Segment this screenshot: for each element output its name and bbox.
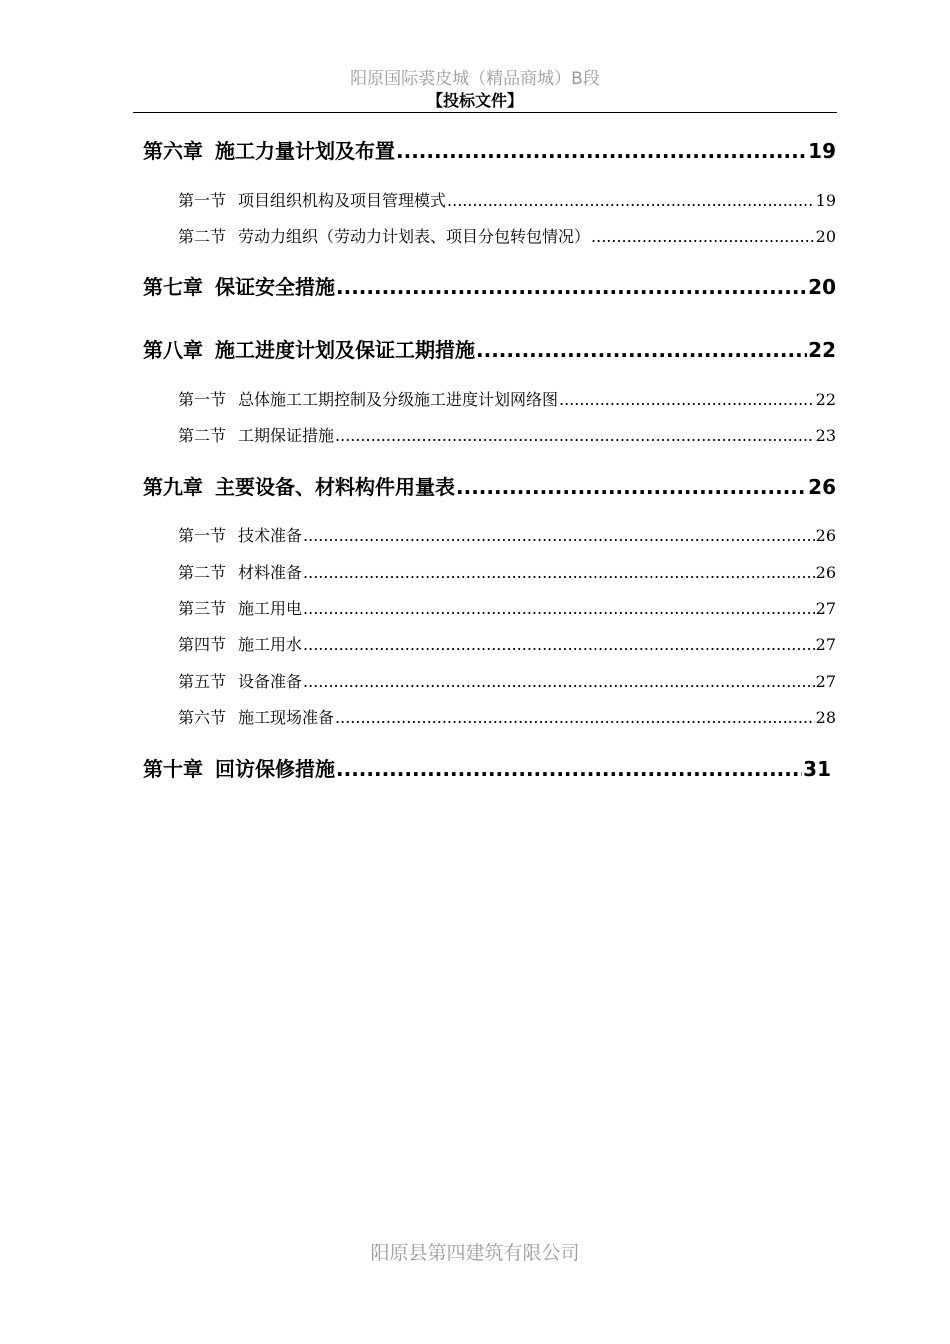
toc-entry-number: 第一节 [178, 191, 227, 210]
toc-entry-page: 26 [808, 475, 836, 499]
toc-entry-chapter-9[interactable] [143, 474, 836, 500]
toc-entry-title: 施工用水 [238, 635, 303, 654]
toc-entry-number: 第十章 [143, 757, 203, 781]
toc-entry-title: 设备准备 [238, 672, 303, 691]
toc-entry-chapter-6[interactable] [143, 138, 836, 164]
toc-entry-section[interactable] [178, 425, 836, 447]
toc-entry-number: 第五节 [178, 672, 227, 691]
toc-entry-page: 20 [808, 275, 836, 299]
toc-dot-leader [447, 190, 815, 212]
toc-dot-leader [303, 634, 815, 656]
toc-entry-chapter-7[interactable] [143, 274, 836, 300]
toc-entry-title: 技术准备 [238, 526, 303, 545]
toc-entry-page: 20 [815, 227, 836, 246]
toc-entry-title: 施工用电 [238, 599, 303, 618]
toc-entry-number: 第六章 [143, 139, 203, 163]
toc-entry-number: 第七章 [143, 275, 203, 299]
toc-dot-leader [456, 474, 807, 500]
toc-entry-number: 第二节 [178, 563, 227, 582]
toc-entry-chapter-8[interactable] [143, 337, 836, 363]
toc-dot-leader [591, 226, 815, 248]
footer-company: 阳原县第四建筑有限公司 [370, 1242, 580, 1264]
toc-entry-page: 22 [815, 390, 836, 409]
toc-entry-number: 第一节 [178, 390, 227, 409]
toc-entry-page: 27 [815, 672, 836, 691]
toc-entry-title: 施工进度计划及保证工期措施 [215, 338, 475, 362]
toc-entry-title: 工期保证措施 [238, 426, 335, 445]
toc-entry-number: 第九章 [143, 475, 203, 499]
toc-entry-title: 材料准备 [238, 563, 303, 582]
toc-dot-leader [335, 425, 815, 447]
toc-entry-page: 22 [808, 338, 836, 362]
toc-entry-number: 第六节 [178, 708, 227, 727]
toc-entry-title: 回访保修措施 [215, 757, 335, 781]
toc-entry-page: 27 [815, 635, 836, 654]
toc-entry-title: 施工现场准备 [238, 708, 335, 727]
toc-entry-section[interactable] [178, 634, 836, 656]
toc-entry-page: 31 [803, 757, 831, 781]
toc-entry-page: 19 [815, 191, 836, 210]
toc-entry-section[interactable] [178, 389, 836, 411]
toc-entry-section[interactable] [178, 707, 836, 729]
toc-entry-section[interactable] [178, 598, 836, 620]
toc-entry-page: 26 [815, 526, 836, 545]
toc-dot-leader [476, 337, 807, 363]
toc-dot-leader [303, 562, 815, 584]
toc-entry-page: 23 [815, 426, 836, 445]
toc-dot-leader [336, 756, 802, 782]
toc-entry-title: 保证安全措施 [215, 275, 335, 299]
header-title: 阳原国际裘皮城（精品商城）B段 [350, 69, 600, 89]
toc-entry-section[interactable] [178, 190, 836, 212]
toc-entry-title: 施工力量计划及布置 [215, 139, 395, 163]
toc-entry-number: 第三节 [178, 599, 227, 618]
toc-entry-title: 项目组织机构及项目管理模式 [238, 191, 447, 210]
toc-entry-section[interactable] [178, 562, 836, 584]
toc-entry-title: 主要设备、材料构件用量表 [215, 475, 455, 499]
toc-entry-section[interactable] [178, 671, 836, 693]
toc-entry-page: 26 [815, 563, 836, 582]
toc-entry-number: 第二节 [178, 227, 227, 246]
toc-entry-chapter-10[interactable] [143, 756, 831, 782]
toc-entry-title: 总体施工工期控制及分级施工进度计划网络图 [238, 390, 559, 409]
toc-entry-section[interactable] [178, 525, 836, 547]
toc-entry-page: 27 [815, 599, 836, 618]
toc-dot-leader [335, 707, 815, 729]
toc-dot-leader [396, 138, 807, 164]
toc-dot-leader [559, 389, 815, 411]
toc-entry-title: 劳动力组织（劳动力计划表、项目分包转包情况） [238, 227, 591, 246]
toc-entry-number: 第二节 [178, 426, 227, 445]
toc-entry-number: 第一节 [178, 526, 227, 545]
toc-entry-section[interactable] [178, 226, 836, 248]
header-subtitle: 【投标文件】 [426, 91, 523, 110]
toc-entry-number: 第四节 [178, 635, 227, 654]
toc-dot-leader [303, 671, 815, 693]
toc-dot-leader [303, 525, 815, 547]
toc-dot-leader [303, 598, 815, 620]
toc-entry-page: 28 [815, 708, 836, 727]
toc-dot-leader [336, 274, 807, 300]
toc-entry-page: 19 [808, 139, 836, 163]
toc-entry-number: 第八章 [143, 338, 203, 362]
